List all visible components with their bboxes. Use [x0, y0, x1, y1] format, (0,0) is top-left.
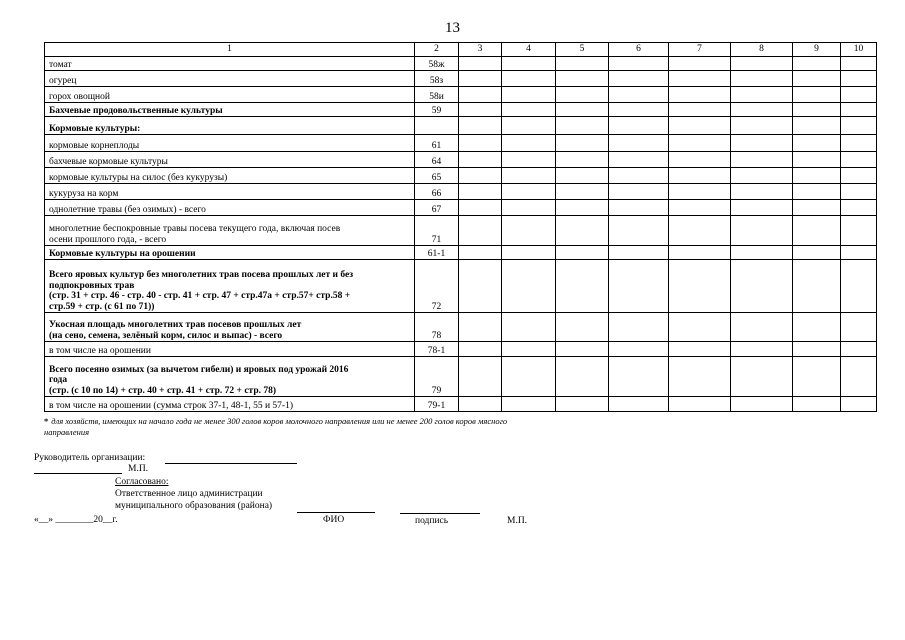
- data-cell-col-8[interactable]: [731, 357, 793, 397]
- row-code: 66: [415, 184, 459, 200]
- data-cell-col-3[interactable]: [459, 313, 502, 342]
- column-header-5: 5: [556, 43, 609, 57]
- data-cell-col-7[interactable]: [669, 342, 731, 357]
- data-cell-col-4[interactable]: [502, 184, 556, 200]
- data-cell-col-3[interactable]: [459, 260, 502, 313]
- data-cell-col-9[interactable]: [793, 397, 841, 412]
- row-name-line: стр.59 + стр. (с 61 по 71)): [49, 301, 155, 312]
- table-row: [45, 357, 877, 397]
- data-cell-col-7[interactable]: [669, 357, 731, 397]
- data-cell-col-7[interactable]: [669, 184, 731, 200]
- row-name-line: многолетние беспокровные травы посева текущего года, включая посев: [49, 224, 341, 234]
- data-cell-col-9[interactable]: [793, 342, 841, 357]
- data-cell-col-10[interactable]: [841, 152, 877, 168]
- row-code: 58ж: [415, 57, 459, 71]
- data-cell-col-3[interactable]: [459, 152, 502, 168]
- data-cell-col-5[interactable]: [556, 260, 609, 313]
- footnote-line1: для хозяйств, имеющих на начало года не менее 300 голов коров молочного направления или не менее 200 голов коров мясного: [51, 416, 508, 426]
- row-name: томат: [45, 57, 415, 71]
- table-row: [45, 168, 877, 184]
- data-cell-col-4[interactable]: [502, 357, 556, 397]
- data-cell-col-6[interactable]: [609, 87, 669, 103]
- row-code: 71: [415, 216, 459, 246]
- data-cell-col-5[interactable]: [556, 397, 609, 412]
- data-cell-col-9[interactable]: [793, 260, 841, 313]
- head-name-line: [34, 473, 122, 474]
- page-number: 13: [445, 20, 460, 36]
- data-cell-col-6[interactable]: [609, 246, 669, 260]
- row-name-line: года: [49, 375, 68, 385]
- row-code: 64: [415, 152, 459, 168]
- data-cell-col-7[interactable]: [669, 313, 731, 342]
- row-name: Бахчевые продовольственные культуры: [45, 103, 415, 117]
- data-cell-col-7[interactable]: [669, 117, 731, 135]
- data-cell-col-8[interactable]: [731, 57, 793, 71]
- data-cell-col-7[interactable]: [669, 103, 731, 117]
- data-cell-col-8[interactable]: [731, 117, 793, 135]
- data-cell-col-10[interactable]: [841, 357, 877, 397]
- data-cell-col-7[interactable]: [669, 152, 731, 168]
- data-cell-col-3[interactable]: [459, 216, 502, 246]
- data-cell-col-9[interactable]: [793, 313, 841, 342]
- data-cell-col-10[interactable]: [841, 397, 877, 412]
- data-cell-col-4[interactable]: [502, 246, 556, 260]
- row-name: кукуруза на корм: [45, 184, 415, 200]
- row-name: в том числе на орошении: [45, 342, 415, 357]
- data-cell-col-10[interactable]: [841, 200, 877, 216]
- row-name-line: (стр. 31 + стр. 46 - стр. 40 - стр. 41 + стр. 47 + стр.47а + стр.57+ стр.58 +: [49, 291, 351, 301]
- data-cell-col-4[interactable]: [502, 216, 556, 246]
- crops-table: [44, 42, 877, 412]
- data-cell-col-4[interactable]: [502, 57, 556, 71]
- footnote: [44, 416, 664, 438]
- column-header-4: 4: [502, 43, 556, 57]
- data-cell-col-4[interactable]: [502, 71, 556, 87]
- row-code: [415, 117, 459, 135]
- data-cell-col-9[interactable]: [793, 57, 841, 71]
- data-cell-col-4[interactable]: [502, 135, 556, 152]
- data-cell-col-7[interactable]: [669, 246, 731, 260]
- row-code: 61-1: [415, 246, 459, 260]
- data-cell-col-7[interactable]: [669, 71, 731, 87]
- data-cell-col-3[interactable]: [459, 200, 502, 216]
- data-cell-col-8[interactable]: [731, 184, 793, 200]
- data-cell-col-10[interactable]: [841, 313, 877, 342]
- data-cell-col-5[interactable]: [556, 87, 609, 103]
- data-cell-col-5[interactable]: [556, 357, 609, 397]
- head-label: Руководитель организации:: [34, 453, 146, 463]
- row-name: однолетние травы (без озимых) - всего: [45, 200, 415, 216]
- header-row: [45, 43, 877, 57]
- row-name: [45, 313, 415, 342]
- row-code: 58и: [415, 87, 459, 103]
- agreed-label: Согласовано:: [115, 477, 169, 487]
- row-code: 67: [415, 200, 459, 216]
- column-header-8: 8: [731, 43, 793, 57]
- row-name-line: осени прошлого года, - всего: [49, 234, 167, 245]
- data-cell-col-7[interactable]: [669, 57, 731, 71]
- fio-line: [297, 512, 375, 513]
- row-name: огурец: [45, 71, 415, 87]
- data-cell-col-4[interactable]: [502, 200, 556, 216]
- data-cell-col-4[interactable]: [502, 397, 556, 412]
- row-name: кормовые культуры на силос (без кукурузы): [45, 168, 415, 184]
- table-row: [45, 117, 877, 135]
- data-cell-col-4[interactable]: [502, 168, 556, 184]
- data-cell-col-7[interactable]: [669, 200, 731, 216]
- row-code: 78: [415, 313, 459, 342]
- row-name: бахчевые кормовые культуры: [45, 152, 415, 168]
- table-row: [45, 184, 877, 200]
- column-header-1: 1: [45, 43, 415, 57]
- table-row: [45, 246, 877, 260]
- data-cell-col-8[interactable]: [731, 342, 793, 357]
- data-cell-col-5[interactable]: [556, 200, 609, 216]
- row-code: 59: [415, 103, 459, 117]
- data-cell-col-5[interactable]: [556, 117, 609, 135]
- data-cell-col-9[interactable]: [793, 200, 841, 216]
- data-cell-col-6[interactable]: [609, 216, 669, 246]
- row-name-line: Всего яровых культур без многолетних трав посева прошлых лет и без: [49, 270, 354, 280]
- data-cell-col-9[interactable]: [793, 216, 841, 246]
- row-code: 72: [415, 260, 459, 313]
- data-cell-col-10[interactable]: [841, 184, 877, 200]
- table-row: [45, 135, 877, 152]
- data-cell-col-3[interactable]: [459, 357, 502, 397]
- data-cell-col-10[interactable]: [841, 246, 877, 260]
- data-cell-col-5[interactable]: [556, 184, 609, 200]
- responsible-line2: муниципального образования (района): [115, 501, 273, 511]
- row-name-line: Укосная площадь многолетних трав посевов прошлых лет: [49, 320, 302, 330]
- data-cell-col-4[interactable]: [502, 87, 556, 103]
- table-row: [45, 397, 877, 412]
- data-cell-col-6[interactable]: [609, 103, 669, 117]
- data-cell-col-6[interactable]: [609, 313, 669, 342]
- data-cell-col-5[interactable]: [556, 152, 609, 168]
- data-cell-col-3[interactable]: [459, 57, 502, 71]
- table-row: [45, 152, 877, 168]
- data-cell-col-5[interactable]: [556, 342, 609, 357]
- data-cell-col-6[interactable]: [609, 57, 669, 71]
- data-cell-col-5[interactable]: [556, 216, 609, 246]
- table-row: [45, 200, 877, 216]
- table-row: [45, 103, 877, 117]
- row-code: 79-1: [415, 397, 459, 412]
- row-code: 78-1: [415, 342, 459, 357]
- column-header-2: 2: [415, 43, 459, 57]
- data-cell-col-5[interactable]: [556, 313, 609, 342]
- data-cell-col-10[interactable]: [841, 260, 877, 313]
- row-name: кормовые корнеплоды: [45, 135, 415, 152]
- data-cell-col-3[interactable]: [459, 135, 502, 152]
- data-cell-col-8[interactable]: [731, 397, 793, 412]
- data-cell-col-3[interactable]: [459, 168, 502, 184]
- row-name: [45, 357, 415, 397]
- data-cell-col-9[interactable]: [793, 184, 841, 200]
- data-cell-col-9[interactable]: [793, 135, 841, 152]
- data-cell-col-3[interactable]: [459, 103, 502, 117]
- row-code: 79: [415, 357, 459, 397]
- data-cell-col-6[interactable]: [609, 71, 669, 87]
- data-cell-col-6[interactable]: [609, 260, 669, 313]
- data-cell-col-8[interactable]: [731, 135, 793, 152]
- data-cell-col-9[interactable]: [793, 117, 841, 135]
- data-cell-col-3[interactable]: [459, 71, 502, 87]
- row-name: в том числе на орошении (сумма строк 37-1, 48-1, 55 и 57-1): [45, 397, 415, 412]
- table-row: [45, 260, 877, 313]
- data-cell-col-8[interactable]: [731, 168, 793, 184]
- data-cell-col-8[interactable]: [731, 87, 793, 103]
- table-row: [45, 87, 877, 103]
- data-cell-col-7[interactable]: [669, 260, 731, 313]
- data-cell-col-4[interactable]: [502, 117, 556, 135]
- data-cell-col-7[interactable]: [669, 397, 731, 412]
- data-cell-col-3[interactable]: [459, 342, 502, 357]
- data-cell-col-10[interactable]: [841, 216, 877, 246]
- row-name: Кормовые культуры:: [45, 117, 415, 135]
- data-cell-col-10[interactable]: [841, 57, 877, 71]
- data-cell-col-10[interactable]: [841, 71, 877, 87]
- data-cell-col-6[interactable]: [609, 184, 669, 200]
- data-cell-col-4[interactable]: [502, 103, 556, 117]
- data-cell-col-5[interactable]: [556, 135, 609, 152]
- footnote-star: *: [44, 416, 49, 426]
- data-cell-col-3[interactable]: [459, 397, 502, 412]
- row-name-line: Всего посеяно озимых (за вычетом гибели) и яровых под урожай 2016: [49, 364, 349, 375]
- data-cell-col-6[interactable]: [609, 342, 669, 357]
- data-cell-col-5[interactable]: [556, 103, 609, 117]
- data-cell-col-7[interactable]: [669, 87, 731, 103]
- data-cell-col-3[interactable]: [459, 87, 502, 103]
- data-cell-col-6[interactable]: [609, 357, 669, 397]
- data-cell-col-4[interactable]: [502, 260, 556, 313]
- head-signature-line: [165, 463, 297, 464]
- data-cell-col-8[interactable]: [731, 260, 793, 313]
- data-cell-col-3[interactable]: [459, 184, 502, 200]
- data-cell-col-9[interactable]: [793, 103, 841, 117]
- data-cell-col-8[interactable]: [731, 313, 793, 342]
- data-cell-col-9[interactable]: [793, 87, 841, 103]
- data-cell-col-4[interactable]: [502, 313, 556, 342]
- data-cell-col-8[interactable]: [731, 103, 793, 117]
- data-cell-col-6[interactable]: [609, 200, 669, 216]
- row-name: [45, 260, 415, 313]
- data-cell-col-4[interactable]: [502, 342, 556, 357]
- data-cell-col-6[interactable]: [609, 117, 669, 135]
- table-row: [45, 313, 877, 342]
- row-name-line: (стр. (с 10 по 14) + стр. 40 + стр. 41 + стр. 72 + стр. 78): [49, 385, 277, 396]
- data-cell-col-3[interactable]: [459, 246, 502, 260]
- data-cell-col-10[interactable]: [841, 135, 877, 152]
- data-cell-col-3[interactable]: [459, 117, 502, 135]
- data-cell-col-8[interactable]: [731, 152, 793, 168]
- data-cell-col-5[interactable]: [556, 57, 609, 71]
- mp-label-head: М.П.: [128, 464, 149, 474]
- data-cell-col-7[interactable]: [669, 216, 731, 246]
- data-cell-col-6[interactable]: [609, 135, 669, 152]
- data-cell-col-7[interactable]: [669, 135, 731, 152]
- row-code: 61: [415, 135, 459, 152]
- data-cell-col-10[interactable]: [841, 87, 877, 103]
- column-header-3: 3: [459, 43, 502, 57]
- data-cell-col-6[interactable]: [609, 397, 669, 412]
- data-cell-col-10[interactable]: [841, 168, 877, 184]
- podpis-label: подпись: [415, 516, 449, 526]
- data-cell-col-5[interactable]: [556, 71, 609, 87]
- date-field: «__» ________20__г.: [34, 515, 118, 525]
- row-code: 65: [415, 168, 459, 184]
- mp-label-admin: М.П.: [507, 516, 528, 526]
- table-row: [45, 342, 877, 357]
- data-cell-col-8[interactable]: [731, 200, 793, 216]
- column-header-10: 10: [841, 43, 877, 57]
- table-row: [45, 57, 877, 71]
- table-row: [45, 216, 877, 246]
- responsible-line1: Ответственное лицо администрации: [115, 489, 263, 499]
- row-name: Кормовые культуры на орошении: [45, 246, 415, 260]
- data-cell-col-8[interactable]: [731, 71, 793, 87]
- row-code: 58з: [415, 71, 459, 87]
- signature-line: [400, 513, 480, 514]
- data-cell-col-8[interactable]: [731, 246, 793, 260]
- footnote-line2: направления: [44, 427, 90, 437]
- table-row: [45, 71, 877, 87]
- data-cell-col-5[interactable]: [556, 168, 609, 184]
- data-cell-col-6[interactable]: [609, 168, 669, 184]
- row-name-line: подпокровных трав: [49, 280, 135, 291]
- data-cell-col-9[interactable]: [793, 152, 841, 168]
- column-header-6: 6: [609, 43, 669, 57]
- fio-label: ФИО: [323, 515, 345, 525]
- row-name: горох овощной: [45, 87, 415, 103]
- data-cell-col-8[interactable]: [731, 216, 793, 246]
- data-cell-col-9[interactable]: [793, 71, 841, 87]
- column-header-7: 7: [669, 43, 731, 57]
- data-cell-col-10[interactable]: [841, 342, 877, 357]
- data-cell-col-9[interactable]: [793, 168, 841, 184]
- data-cell-col-4[interactable]: [502, 152, 556, 168]
- data-cell-col-6[interactable]: [609, 152, 669, 168]
- row-name-line: (на сено, семена, зелёный корм, силос и выпас) - всего: [49, 330, 283, 341]
- row-name: [45, 216, 415, 246]
- data-cell-col-10[interactable]: [841, 117, 877, 135]
- data-cell-col-7[interactable]: [669, 168, 731, 184]
- data-cell-col-10[interactable]: [841, 103, 877, 117]
- data-cell-col-9[interactable]: [793, 357, 841, 397]
- data-cell-col-9[interactable]: [793, 246, 841, 260]
- data-cell-col-5[interactable]: [556, 246, 609, 260]
- column-header-9: 9: [793, 43, 841, 57]
